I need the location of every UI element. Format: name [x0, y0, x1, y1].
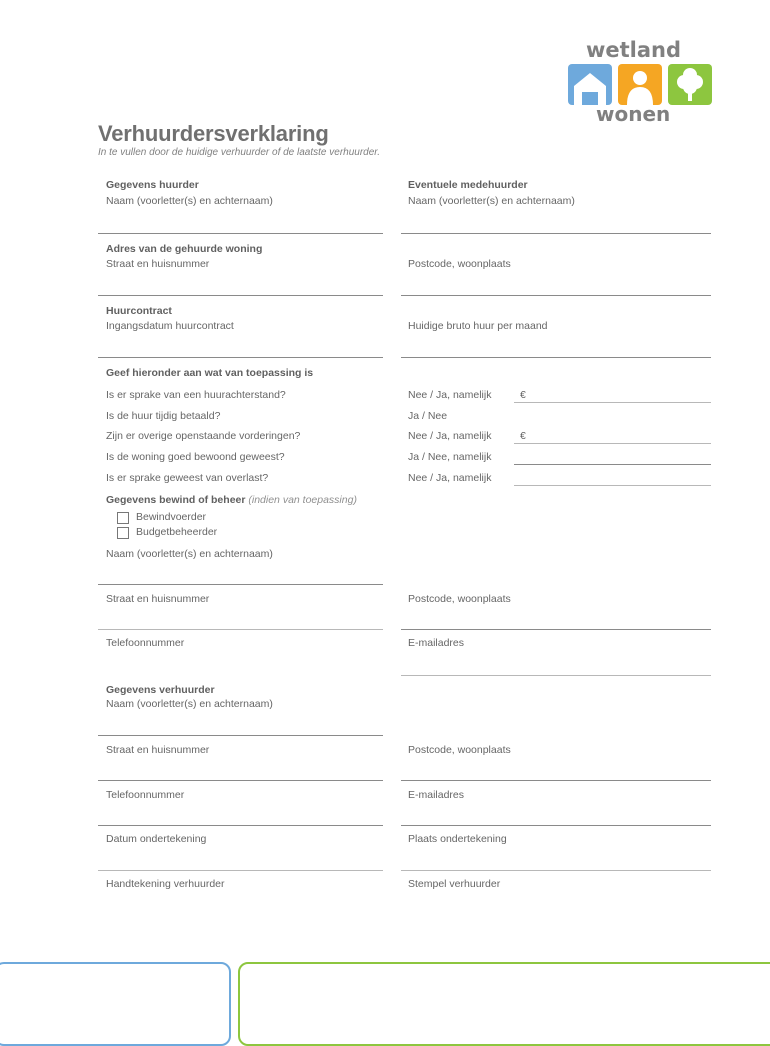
landlord-heading: Gegevens verhuurder [106, 684, 215, 696]
cotenant-heading: Eventuele medehuurder [408, 179, 528, 191]
administration-email-label: E-mailadres [408, 637, 465, 649]
euro-sign: € [520, 389, 526, 401]
question-answer-options[interactable]: Ja / Nee [408, 410, 448, 422]
question-answer-field[interactable] [514, 485, 711, 486]
address-street-field[interactable] [98, 295, 383, 296]
landlord-email-label: E-mailadres [408, 789, 465, 801]
landlord-place-label: Plaats ondertekening [408, 833, 507, 845]
contract-rent-field[interactable] [401, 357, 711, 358]
administration-postcode-label: Postcode, woonplaats [408, 593, 511, 605]
administration-postcode-field[interactable] [401, 629, 711, 630]
budgetbeheerder-checkbox[interactable] [117, 527, 129, 539]
contract-start-label: Ingangsdatum huurcontract [106, 320, 234, 332]
address-heading: Adres van de gehuurde woning [106, 243, 263, 255]
contract-start-field[interactable] [98, 357, 383, 358]
cotenant-name-field[interactable] [401, 233, 711, 234]
landlord-name-field[interactable] [98, 735, 383, 736]
administration-street-label: Straat en huisnummer [106, 593, 210, 605]
question-answer-options[interactable]: Nee / Ja, namelijk [408, 430, 492, 442]
administration-name-field[interactable] [98, 584, 383, 585]
logo-house-tile [568, 64, 612, 105]
administration-heading-note: (indien van toepassing) [248, 494, 357, 506]
logo-tree-tile [668, 64, 712, 105]
tenant-name-field[interactable] [98, 233, 383, 234]
house-icon [568, 64, 612, 105]
landlord-date-label: Datum ondertekening [106, 833, 207, 845]
logo-person-tile [618, 64, 662, 105]
administration-phone-label: Telefoonnummer [106, 637, 185, 649]
address-postcode-field[interactable] [401, 295, 711, 296]
landlord-date-field[interactable] [98, 870, 383, 871]
administration-heading-text: Gegevens bewind of beheer [106, 494, 246, 506]
bewindvoerder-label: Bewindvoerder [136, 511, 207, 523]
question-label: Is er sprake geweest van overlast? [106, 472, 269, 484]
signature-box[interactable] [0, 962, 231, 1046]
address-postcode-label: Postcode, woonplaats [408, 258, 511, 270]
question-answer-field[interactable] [514, 464, 711, 465]
contract-heading: Huurcontract [106, 305, 172, 317]
contract-rent-label: Huidige bruto huur per maand [408, 320, 548, 332]
question-label: Is er sprake van een huurachterstand? [106, 389, 286, 401]
question-answer-field[interactable] [514, 443, 711, 444]
tree-icon [668, 64, 712, 105]
address-street-label: Straat en huisnummer [106, 258, 210, 270]
landlord-name-label: Naam (voorletter(s) en achternaam) [106, 698, 273, 710]
question-answer-options[interactable]: Nee / Ja, namelijk [408, 389, 492, 401]
euro-sign: € [520, 430, 526, 442]
page-subtitle: In te vullen door de huidige verhuurder of de laatste verhuurder. [98, 147, 381, 158]
logo-top-word: wetland [586, 38, 682, 62]
landlord-postcode-field[interactable] [401, 780, 711, 781]
landlord-postcode-label: Postcode, woonplaats [408, 744, 511, 756]
question-answer-options[interactable]: Ja / Nee, namelijk [408, 451, 492, 463]
tenant-name-label: Naam (voorletter(s) en achternaam) [106, 195, 273, 207]
budgetbeheerder-label: Budgetbeheerder [136, 526, 218, 538]
question-answer-options[interactable]: Nee / Ja, namelijk [408, 472, 492, 484]
administration-email-field[interactable] [401, 675, 711, 676]
landlord-street-label: Straat en huisnummer [106, 744, 210, 756]
person-icon [618, 64, 662, 105]
landlord-signature-label: Handtekening verhuurder [106, 878, 225, 890]
landlord-place-field[interactable] [401, 870, 711, 871]
landlord-phone-label: Telefoonnummer [106, 789, 185, 801]
landlord-email-field[interactable] [401, 825, 711, 826]
landlord-stamp-label: Stempel verhuurder [408, 878, 501, 890]
question-label: Is de huur tijdig betaald? [106, 410, 221, 422]
landlord-phone-field[interactable] [98, 825, 383, 826]
logo-bottom-word: wonen [596, 102, 671, 126]
administration-name-label: Naam (voorletter(s) en achternaam) [106, 548, 273, 560]
landlord-street-field[interactable] [98, 780, 383, 781]
question-label: Is de woning goed bewoond geweest? [106, 451, 285, 463]
question-label: Zijn er overige openstaande vorderingen? [106, 430, 301, 442]
bewindvoerder-checkbox[interactable] [117, 512, 129, 524]
questions-heading: Geef hieronder aan wat van toepassing is [106, 367, 314, 379]
question-answer-field[interactable] [514, 402, 711, 403]
administration-street-field[interactable] [98, 629, 383, 630]
page-title: Verhuurdersverklaring [98, 121, 329, 146]
cotenant-name-label: Naam (voorletter(s) en achternaam) [408, 195, 575, 207]
tenant-heading: Gegevens huurder [106, 179, 199, 191]
administration-heading [106, 494, 357, 506]
stamp-box[interactable] [238, 962, 770, 1046]
